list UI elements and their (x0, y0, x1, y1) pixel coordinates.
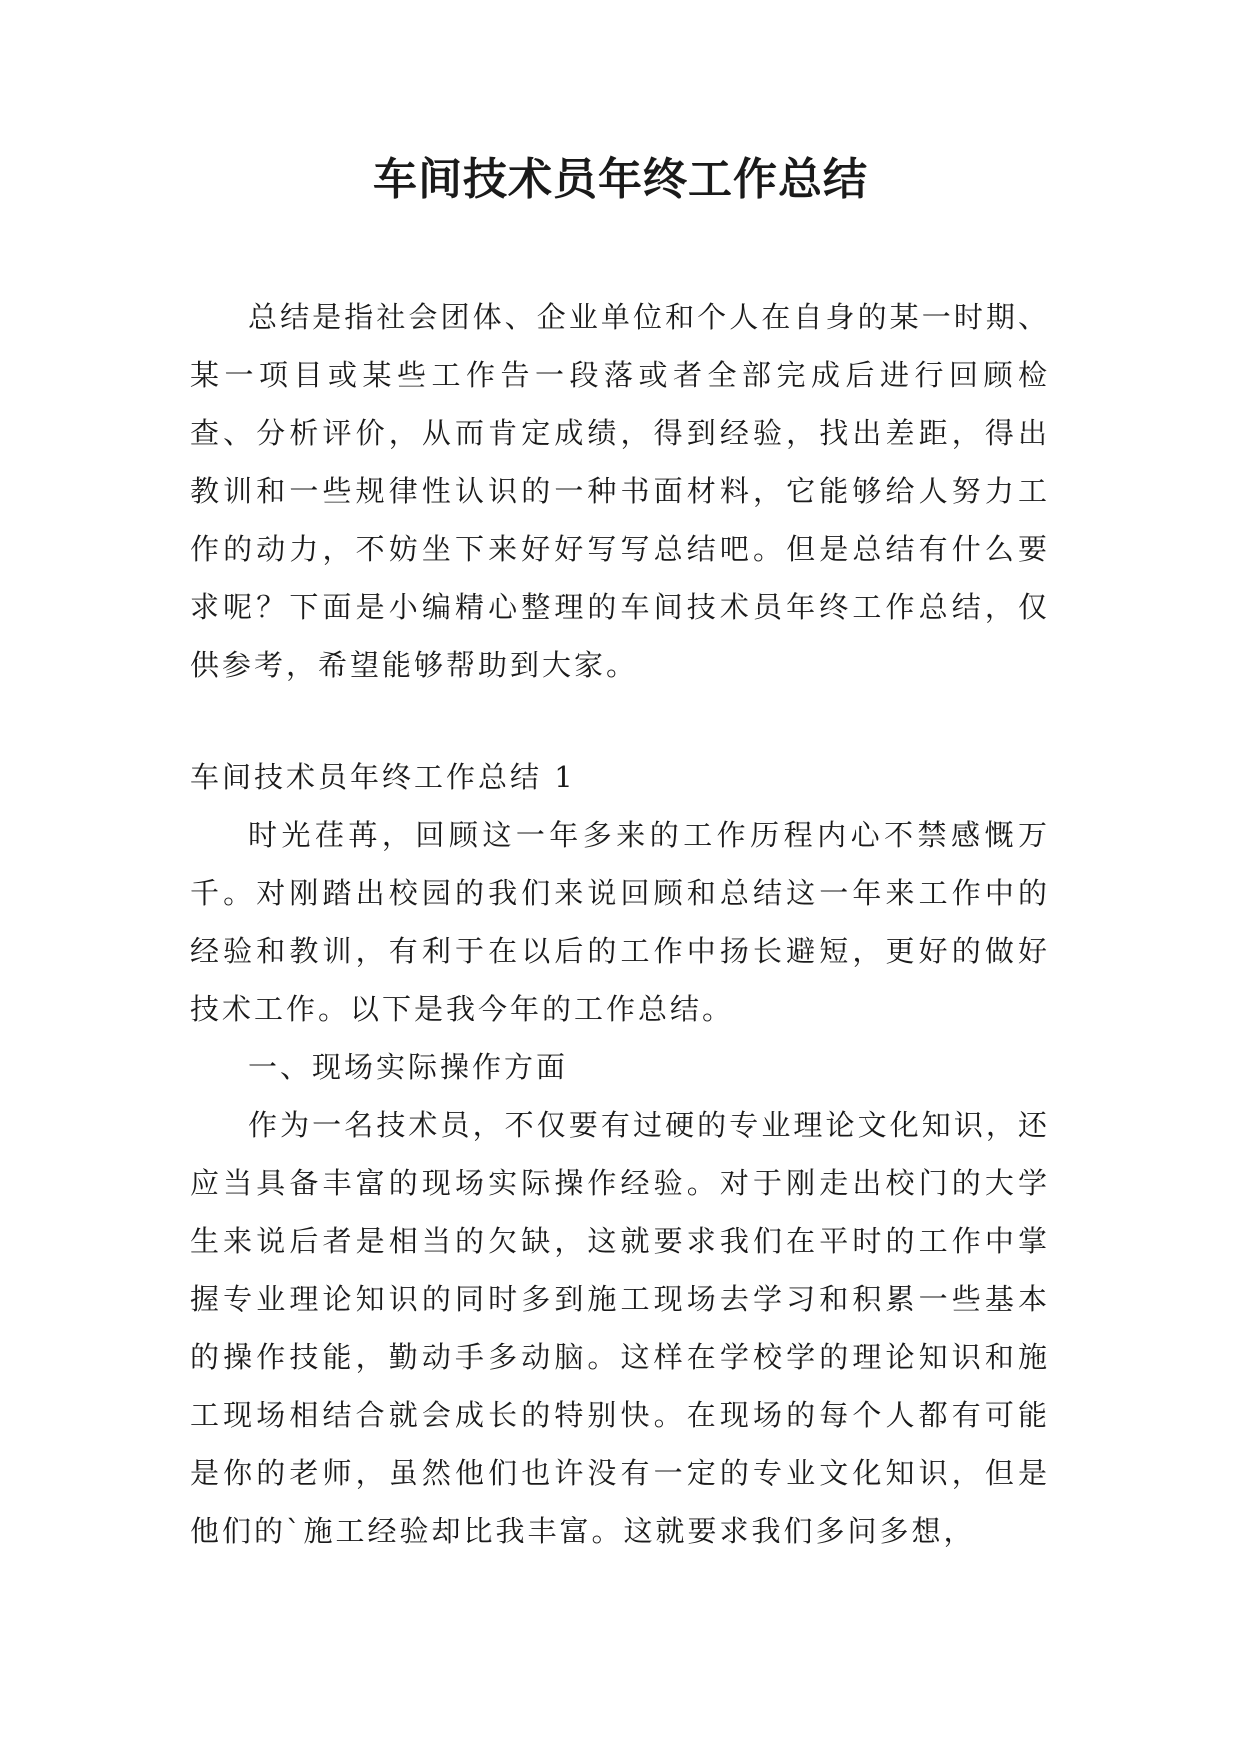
intro-section (190, 288, 1050, 694)
section-subheading-1: 一、现场实际操作方面 (248, 1050, 569, 1084)
section-1 (190, 748, 1050, 1560)
document-title: 车间技术员年终工作总结 (373, 154, 868, 205)
intro-paragraph: 总结是指社会团体、企业单位和个人在自身的某一时期、某一项目或某些工作告一段落或者全部完成后进行回顾检查、分析评价，从而肯定成绩，得到经验，找出差距，得出教训和一些规律性认识的一种书面材料，它能够给人努力工作的动力，不妨坐下来好好写写总结吧。但是总结有什么要求呢？下面是小编精心整理的车间技术员年终工作总结，仅供参考，希望能够帮助到大家。 (190, 300, 1050, 682)
section-paragraph-1: 时光荏苒，回顾这一年多来的工作历程内心不禁感慨万千。对刚踏出校园的我们来说回顾和总结这一年来工作中的经验和教训，有利于在以后的工作中扬长避短，更好的做好技术工作。以下是我今年的工作总结。 (190, 818, 1050, 1026)
section-heading: 车间技术员年终工作总结 1 (190, 760, 576, 794)
section-paragraph-2: 作为一名技术员，不仅要有过硬的专业理论文化知识，还应当具备丰富的现场实际操作经验。对于刚走出校门的大学生来说后者是相当的欠缺，这就要求我们在平时的工作中掌握专业理论知识的同时多到施工现场去学习和积累一些基本的操作技能，勤动手多动脑。这样在学校学的理论知识和施工现场相结合就会成长的特别快。在现场的每个人都有可能是你的老师，虽然他们也许没有一定的专业文化知识，但是他们的`施工经验却比我丰富。这就要求我们多问多想， (190, 1108, 1050, 1548)
